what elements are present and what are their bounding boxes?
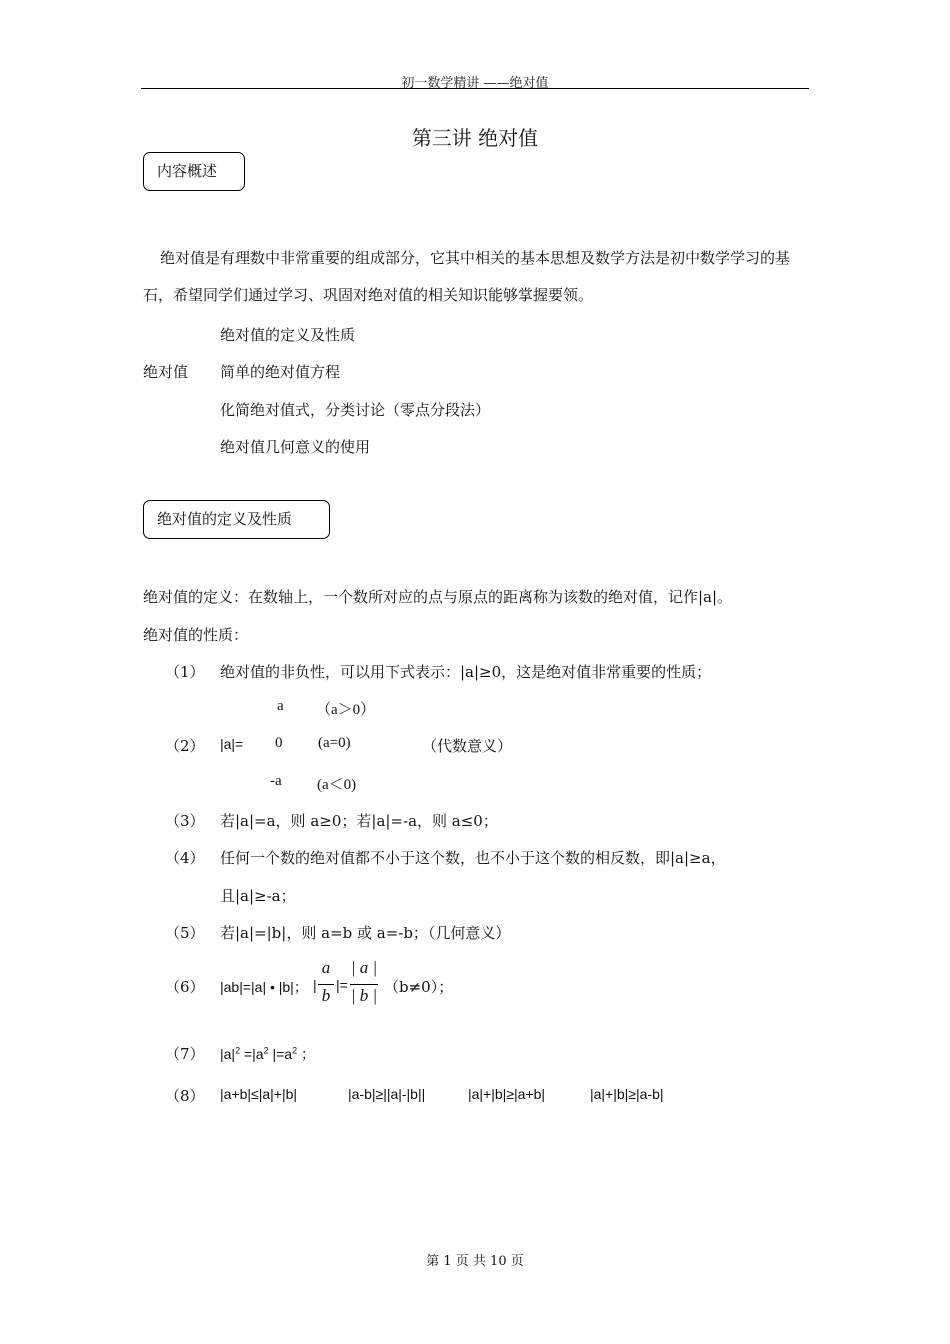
outline-item-1: 绝对值的定义及性质: [220, 326, 356, 344]
fraction-1-bar: [318, 984, 334, 985]
property-2-case1-value: a: [277, 698, 284, 714]
property-7-part-a: |a|: [220, 1046, 236, 1062]
property-2-case2-value: 0: [275, 735, 283, 751]
property-6-condition: （b≠0）；: [384, 978, 454, 996]
property-7-part-c: |=a: [268, 1046, 293, 1062]
fraction-2-bar: [350, 984, 378, 985]
properties-label: 绝对值的性质：: [143, 626, 249, 644]
property-6-bar-left: |: [313, 977, 317, 993]
property-6-bar-equals: |=: [336, 977, 348, 993]
property-2-case2-condition: (a=0): [318, 735, 351, 751]
property-8-inequality-1: |a+b|≤|a|+|b|: [220, 1086, 297, 1102]
property-5-number: （5）: [165, 924, 205, 942]
property-1-number: （1）: [165, 663, 205, 681]
property-4-text-line2: 且|a|≥-a；: [220, 887, 296, 905]
property-7-sup-1: 2: [235, 1045, 241, 1056]
section-box-overview-label: 内容概述: [157, 162, 218, 180]
property-6-number: （6）: [165, 978, 205, 996]
fraction-1-denominator: b: [321, 986, 331, 1005]
fraction-1-numerator: a: [321, 958, 331, 977]
property-2-number: （2）: [165, 737, 205, 755]
property-8-inequality-4: |a|+|b|≥|a-b|: [590, 1086, 664, 1102]
page-title: 第三讲 绝对值: [411, 126, 539, 150]
outline-item-3: 化简绝对值式，分类讨论（零点分段法）: [220, 401, 491, 419]
property-2-note: （代数意义）: [422, 737, 513, 755]
property-2-case1-condition: （a＞0）: [316, 702, 376, 718]
property-1-text: 绝对值的非负性，可以用下式表示：|a|≥0，这是绝对值非常重要的性质；: [220, 663, 712, 681]
property-8-inequality-3: |a|+|b|≥|a+b|: [468, 1086, 545, 1102]
property-6-product-rule: |ab|=|a| • |b|；: [220, 979, 308, 995]
intro-paragraph: 绝对值是有理数中非常重要的组成部分，它其中相关的基本思想及数学方法是初中数学学习的基石，希望同学们通过学习、巩固对绝对值的相关知识能够掌握要领。: [143, 249, 791, 304]
outline-label: 绝对值: [143, 363, 189, 381]
property-8-inequality-2: |a-b|≥||a|-|b||: [348, 1086, 426, 1102]
property-5-text: 若|a|=|b|，则 a=b 或 a=-b；（几何意义）: [220, 924, 511, 942]
property-2-case3-condition: (a＜0): [317, 777, 357, 793]
property-2-case3-value: -a: [270, 773, 282, 789]
outline-item-2: 简单的绝对值方程: [220, 363, 341, 381]
property-7-sup-3: 2: [292, 1045, 298, 1056]
property-7-formula: [220, 1044, 315, 1064]
fraction-2-denominator: | b |: [350, 986, 378, 1005]
section-box-definition-label: 绝对值的定义及性质: [157, 510, 293, 528]
property-7-number: （7）: [165, 1045, 205, 1063]
property-8-number: （8）: [165, 1087, 205, 1105]
header-rule: [141, 88, 809, 89]
property-3-number: （3）: [165, 812, 205, 830]
page-footer: 第 1 页 共 10 页: [426, 1254, 524, 1269]
property-7-sup-2: 2: [263, 1045, 269, 1056]
property-7-part-d: ；: [297, 1046, 315, 1062]
property-4-number: （4）: [165, 849, 205, 867]
fraction-2-numerator: | a |: [350, 958, 378, 977]
property-2-lhs: |a|=: [220, 736, 244, 752]
section-box-overview: [143, 152, 245, 191]
section-box-definition: [143, 500, 330, 539]
page-header: 初一数学精讲 ——绝对值: [401, 76, 549, 91]
property-3-text: 若|a|=a，则 a≥0；若|a|=-a，则 a≤0；: [220, 812, 498, 830]
definition-text: 绝对值的定义：在数轴上，一个数所对应的点与原点的距离称为该数的绝对值，记作|a|。: [143, 588, 733, 606]
property-4-text-line1: 任何一个数的绝对值都不小于这个数，也不小于这个数的相反数，即|a|≥a，: [220, 849, 726, 867]
property-7-part-b: =|a: [240, 1046, 264, 1062]
outline-item-4: 绝对值几何意义的使用: [220, 438, 371, 456]
